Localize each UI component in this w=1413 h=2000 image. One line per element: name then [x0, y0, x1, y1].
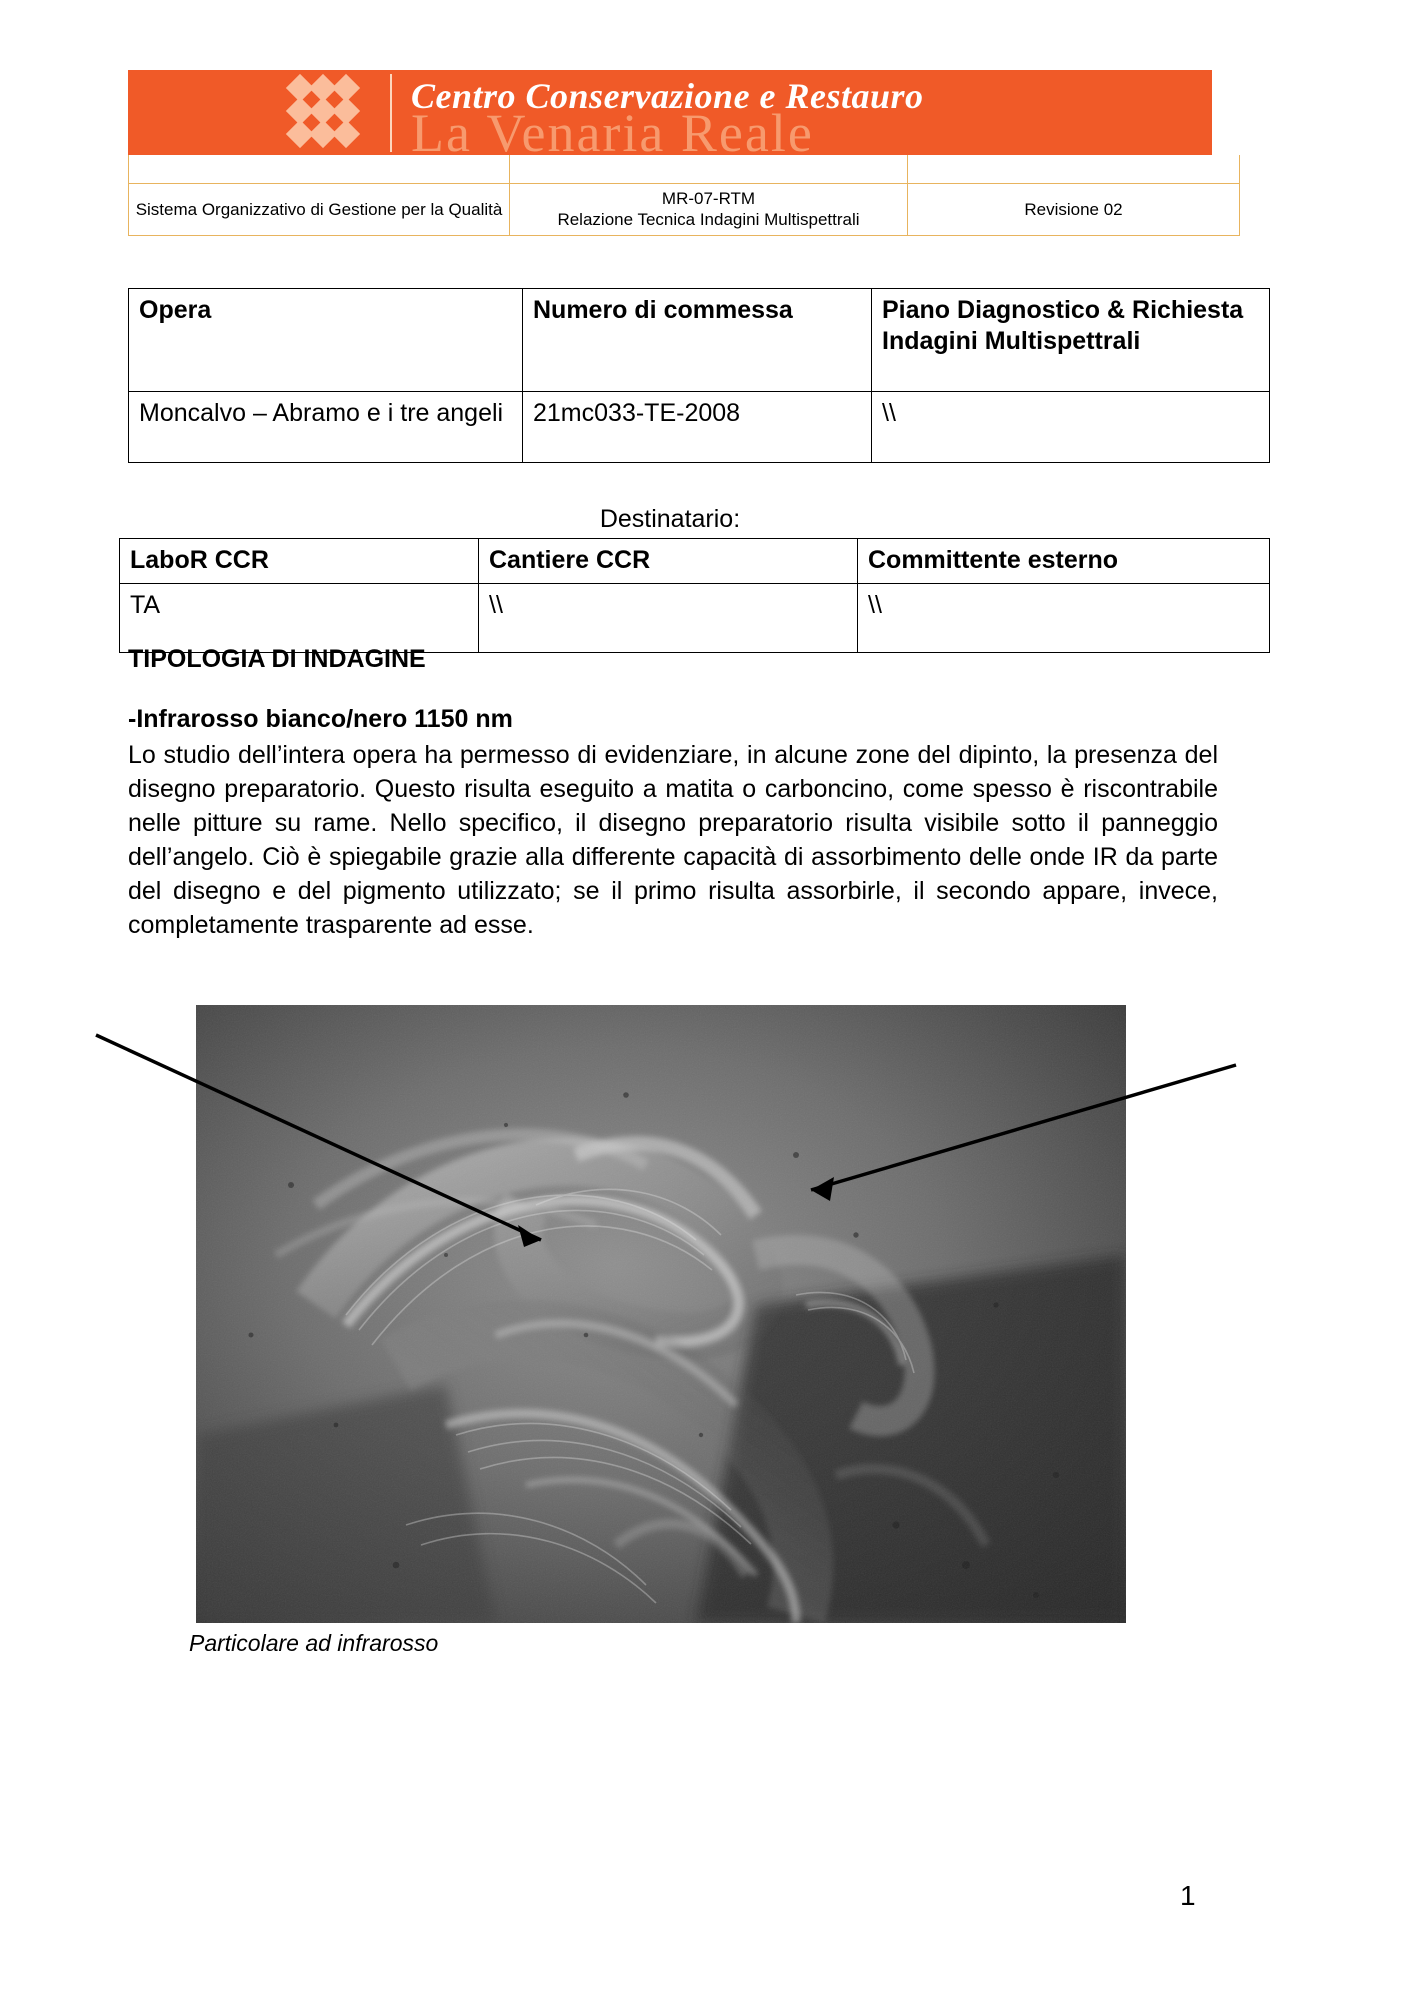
destinatario-header-committente-esterno: Committente esterno	[858, 539, 1270, 584]
banner-title-line1: Centro Conservazione e Restauro	[411, 76, 924, 116]
meta-spacer-row	[129, 155, 1240, 184]
destinatario-value-labor-ccr: TA	[120, 584, 479, 653]
meta-spacer-cell-1	[129, 155, 510, 184]
meta-document-code-line2: Relazione Tecnica Indagini Multispettrali	[557, 210, 860, 230]
meta-spacer-cell-3	[908, 155, 1240, 184]
meta-quality-system: Sistema Organizzativo di Gestione per la Qualità	[129, 184, 510, 236]
header-banner	[128, 70, 1212, 155]
figure-container	[196, 1005, 1126, 1623]
section-title: TIPOLOGIA DI INDAGINE	[128, 645, 426, 673]
destinatario-header-row	[120, 539, 1270, 584]
meta-spacer-cell-2	[510, 155, 908, 184]
meta-document-code	[510, 184, 908, 236]
body-paragraph: Lo studio dell’intera opera ha permesso di evidenziare, in alcune zone del dipinto, la presenza del disegno preparatorio. Questo risulta eseguito a matita o carboncino, come spesso è riscontrabile nelle pitture su rame. Nello specifico, il disegno preparatorio risulta visibile sotto il panneggio dell’angelo. Ciò è spiegabile grazie alla differente capacità di assorbimento delle onde IR da parte del disegno e del pigmento utilizzato; se il primo risulta assorbirle, il secondo appare, invece, completamente trasparente ad esse.	[128, 741, 1218, 939]
opera-value-numero-commessa: 21mc033-TE-2008	[523, 392, 872, 463]
opera-header-numero-commessa: Numero di commessa	[523, 289, 872, 392]
destinatario-table	[119, 538, 1270, 653]
banner-title-line2: La Venaria Reale	[411, 103, 814, 155]
subsection-title: -Infrarosso bianco/nero 1150 nm	[128, 705, 513, 733]
opera-table	[128, 288, 1270, 463]
destinatario-header-cantiere-ccr: Cantiere CCR	[479, 539, 858, 584]
destinatario-row	[120, 584, 1270, 653]
meta-revision: Revisione 02	[908, 184, 1240, 236]
destinatario-value-committente-esterno: \\	[858, 584, 1270, 653]
destinatario-header-labor-ccr: LaboR CCR	[120, 539, 479, 584]
meta-document-code-line1: MR-07-RTM	[661, 189, 756, 208]
banner-divider	[390, 74, 392, 152]
figure-caption: Particolare ad infrarosso	[189, 1630, 439, 1656]
opera-value-piano-diagnostico: \\	[872, 392, 1270, 463]
opera-value-opera: Moncalvo – Abramo e i tre angeli	[129, 392, 523, 463]
infrared-detail-image	[196, 1005, 1126, 1623]
document-meta-table	[128, 155, 1240, 236]
opera-header-piano-diagnostico: Piano Diagnostico & Richiesta Indagini Multispettrali	[872, 289, 1270, 392]
destinatario-value-cantiere-ccr: \\	[479, 584, 858, 653]
opera-table-header-row	[129, 289, 1270, 392]
opera-table-row	[129, 392, 1270, 463]
opera-header-opera: Opera	[129, 289, 523, 392]
meta-row	[129, 184, 1240, 236]
destinatario-label: Destinatario:	[599, 505, 741, 533]
diamond-grid-logo-icon	[278, 76, 368, 150]
page-number: 1	[1180, 1880, 1196, 1911]
